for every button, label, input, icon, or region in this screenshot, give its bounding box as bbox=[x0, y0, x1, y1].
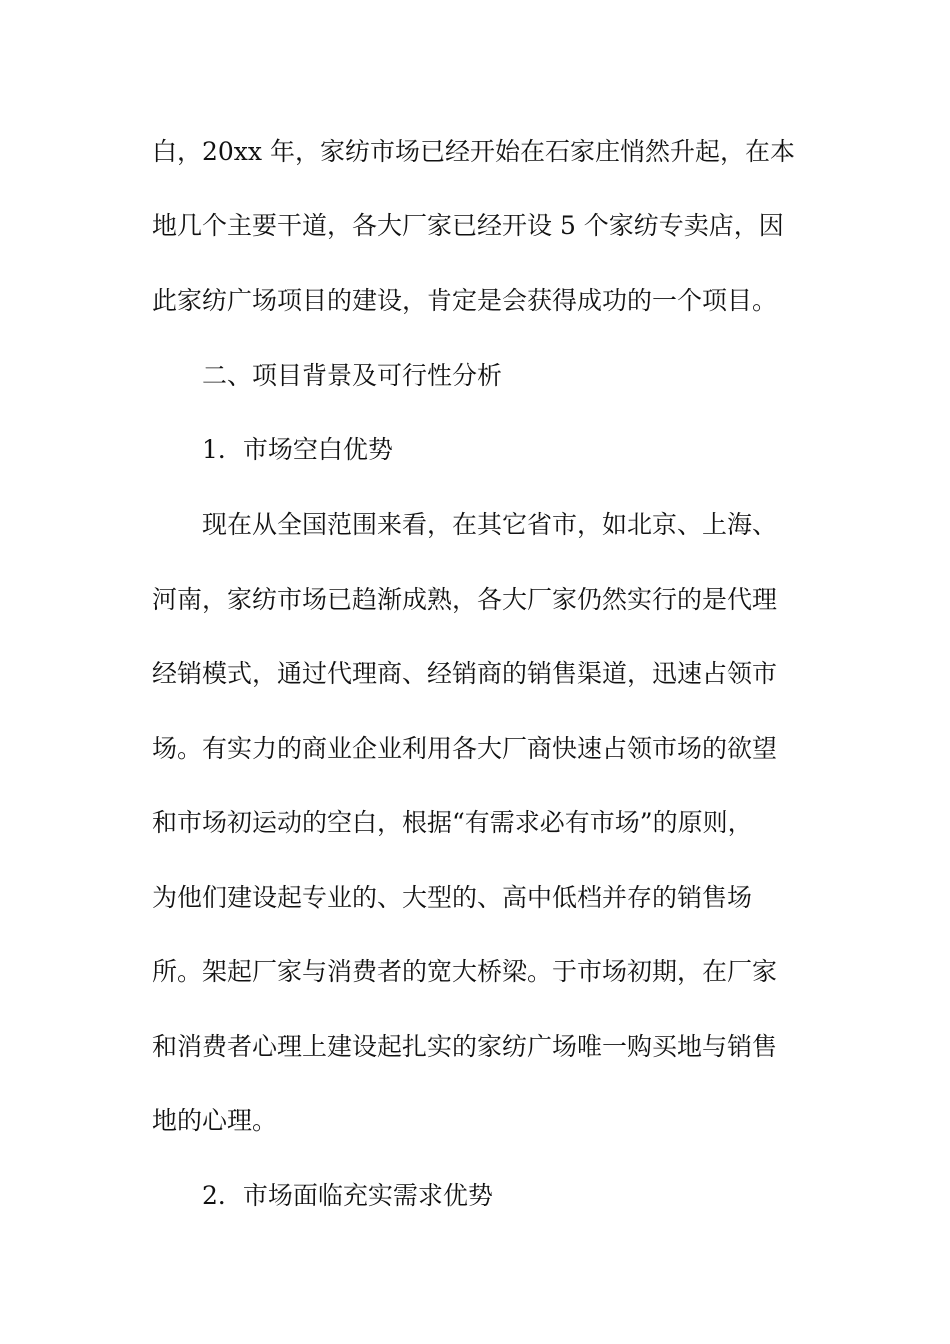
paragraph-line: 白，20xx 年，家纺市场已经开始在石家庄悄然升起，在本 bbox=[152, 137, 795, 166]
subsection-heading: 2．市场面临充实需求优势 bbox=[202, 1181, 493, 1210]
subsection-heading: 1．市场空白优势 bbox=[202, 435, 393, 464]
paragraph-line: 地的心理。 bbox=[152, 1106, 278, 1135]
paragraph-line: 所。架起厂家与消费者的宽大桥梁。于市场初期，在厂家 bbox=[152, 957, 778, 986]
paragraph-line: 经销模式，通过代理商、经销商的销售渠道，迅速占领市 bbox=[152, 659, 778, 688]
paragraph-line: 和市场初运动的空白，根据“有需求必有市场”的原则， bbox=[152, 808, 753, 837]
paragraph-line: 场。有实力的商业企业利用各大厂商快速占领市场的欲望 bbox=[152, 734, 778, 763]
section-heading: 二、项目背景及可行性分析 bbox=[202, 361, 503, 390]
paragraph-line: 地几个主要干道，各大厂家已经开设 5 个家纺专卖店，因 bbox=[152, 211, 784, 240]
paragraph-line: 此家纺广场项目的建设，肯定是会获得成功的一个项目。 bbox=[152, 286, 778, 315]
paragraph-line: 和消费者心理上建设起扎实的家纺广场唯一购买地与销售 bbox=[152, 1032, 778, 1061]
paragraph-line: 河南，家纺市场已趋渐成熟，各大厂家仍然实行的是代理 bbox=[152, 585, 778, 614]
paragraph-line: 为他们建设起专业的、大型的、高中低档并存的销售场 bbox=[152, 883, 753, 912]
paragraph-line: 现在从全国范围来看，在其它省市，如北京、上海、 bbox=[202, 510, 778, 539]
